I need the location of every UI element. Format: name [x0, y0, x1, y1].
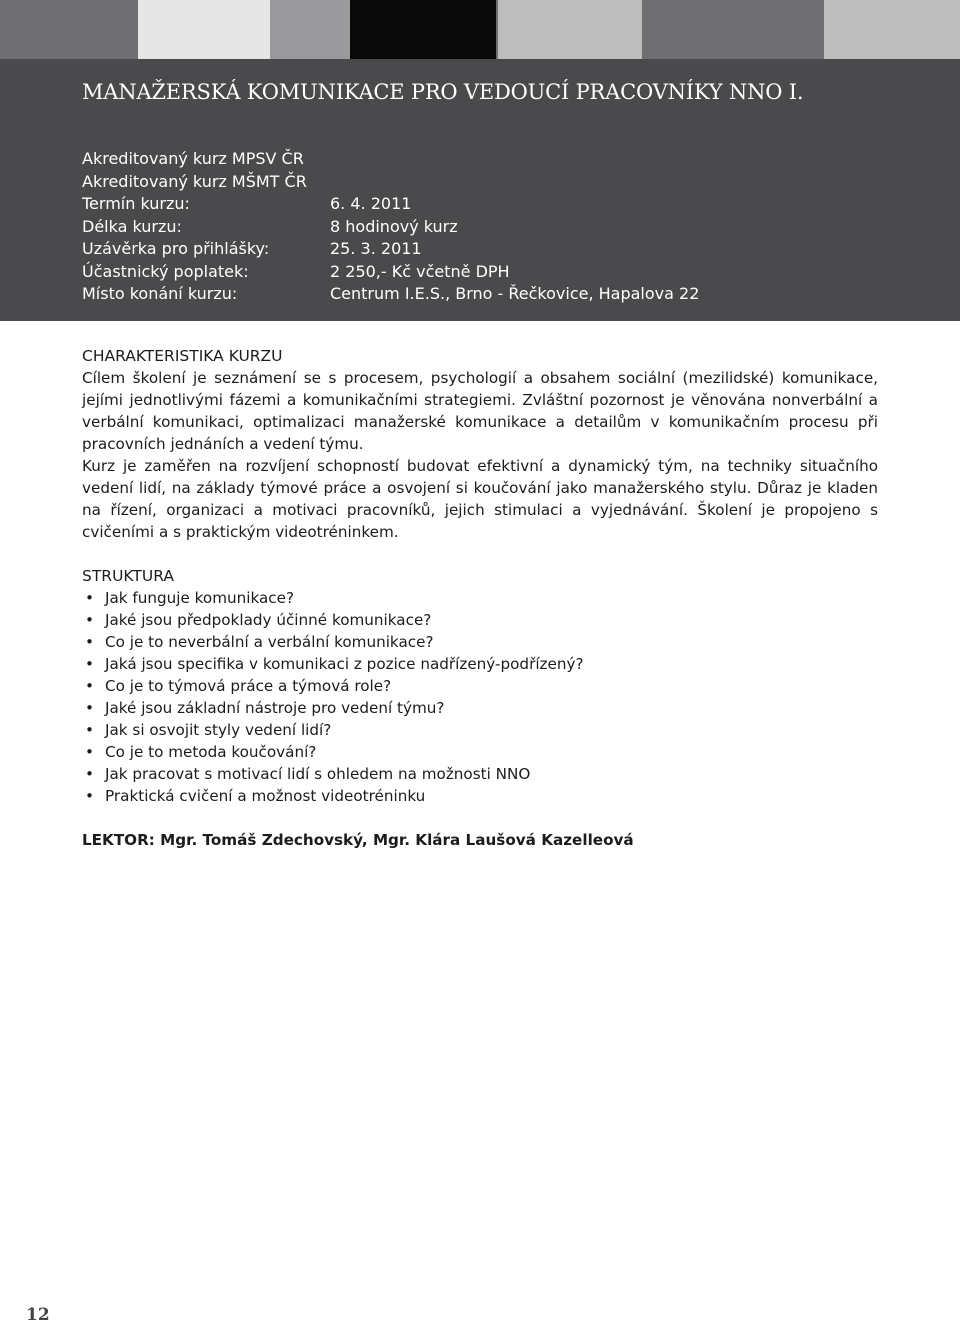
course-info [82, 148, 699, 306]
list-item [82, 741, 878, 763]
list-item [82, 697, 878, 719]
course-content [82, 345, 878, 851]
bullet-icon: • [85, 611, 94, 629]
color-bar [498, 0, 642, 59]
lecturer-line: LEKTOR: Mgr. Tomáš Zdechovský, Mgr. Klára Laušová Kazelleová [82, 831, 634, 849]
info-value: 25. 3. 2011 [330, 239, 422, 258]
bullet-icon: • [85, 787, 94, 805]
bullet-icon: • [85, 765, 94, 783]
info-value: Centrum I.E.S., Brno - Řečkovice, Hapalova 22 [330, 284, 700, 303]
structure-heading: STRUKTURA [82, 567, 174, 585]
list-item-text: Jaké jsou předpoklady účinné komunikace? [105, 611, 432, 629]
bullet-icon: • [85, 743, 94, 761]
decorative-color-bars [0, 0, 960, 59]
info-row-fee [82, 261, 699, 284]
info-label: Délka kurzu: [82, 216, 182, 236]
info-label: Místo konání kurzu: [82, 284, 238, 303]
info-value: 6. 4. 2011 [330, 194, 412, 213]
color-bar [824, 0, 960, 59]
bullet-icon: • [85, 699, 94, 717]
list-item-text: Jak funguje komunikace? [105, 589, 295, 607]
structure-list [82, 587, 878, 807]
info-row-venue [82, 283, 699, 306]
accreditation-msmt: Akreditovaný kurz MŠMT ČR [82, 171, 307, 191]
course-title: MANAŽERSKÁ KOMUNIKACE PRO VEDOUCÍ PRACOVNÍKY NNO I. [82, 80, 804, 104]
info-label: Termín kurzu: [82, 194, 190, 213]
list-item-text: Jaké jsou základní nástroje pro vedení týmu? [105, 699, 445, 717]
page-number: 12 [26, 1305, 50, 1325]
list-item [82, 785, 878, 807]
list-item-text: Jaká jsou specifika v komunikaci z pozice nadřízený-podřízený? [105, 655, 584, 673]
characteristics-paragraph: Cílem školení je seznámení se s procesem, psychologií a obsahem sociální (mezilidské) komunikace, jejími jednotlivými fázemi a komunikačními strategiemi. Zvláštní pozornost je věnována nonverbální a verbální komunikaci, optimalizaci manažerské komunikace a detailům v komunikačním procesu při pracovních jednáních a vedení týmu. [82, 369, 878, 453]
list-item [82, 609, 878, 631]
info-row-duration [82, 216, 699, 239]
info-value: 8 hodinový kurz [330, 216, 458, 236]
section-spacer [82, 543, 878, 565]
color-bar [642, 0, 824, 59]
info-row-deadline [82, 238, 699, 261]
list-item [82, 763, 878, 785]
info-label: Účastnický poplatek: [82, 261, 249, 281]
list-item [82, 653, 878, 675]
list-item-text: Praktická cvičení a možnost videotréninku [105, 787, 426, 805]
bullet-icon: • [85, 721, 94, 739]
list-item [82, 631, 878, 653]
course-header [0, 59, 960, 321]
info-value: 2 250,- Kč včetně DPH [330, 261, 510, 281]
list-item [82, 587, 878, 609]
list-item-text: Jak si osvojit styly vedení lidí? [105, 721, 332, 739]
accreditation-mpsv: Akreditovaný kurz MPSV ČR [82, 149, 304, 168]
info-row-date [82, 193, 699, 216]
color-bar [350, 0, 496, 59]
characteristics-heading: CHARAKTERISTIKA KURZU [82, 347, 283, 365]
color-bar [270, 0, 350, 59]
bullet-icon: • [85, 589, 94, 607]
list-item-text: Jak pracovat s motivací lidí s ohledem na možnosti NNO [105, 765, 531, 783]
list-item-text: Co je to neverbální a verbální komunikace? [105, 633, 434, 651]
list-item-text: Co je to týmová práce a týmová role? [105, 677, 392, 695]
color-bar [138, 0, 270, 59]
bullet-icon: • [85, 677, 94, 695]
bullet-icon: • [85, 655, 94, 673]
characteristics-paragraph: Kurz je zaměřen na rozvíjení schopností budovat efektivní a dynamický tým, na techniky situačního vedení lidí, na základy týmové práce a osvojení si koučování jako manažerského stylu. Důraz je kladen na řízení, organizaci a motivaci pracovníků, jejich stimulaci a vyjednávání. Školení je propojeno s cvičeními a s praktickým videotréninkem. [82, 457, 878, 541]
list-item [82, 675, 878, 697]
bullet-icon: • [85, 633, 94, 651]
info-label: Uzávěrka pro přihlášky: [82, 239, 270, 258]
list-item-text: Co je to metoda koučování? [105, 743, 317, 761]
color-bar [0, 0, 138, 59]
list-item [82, 719, 878, 741]
